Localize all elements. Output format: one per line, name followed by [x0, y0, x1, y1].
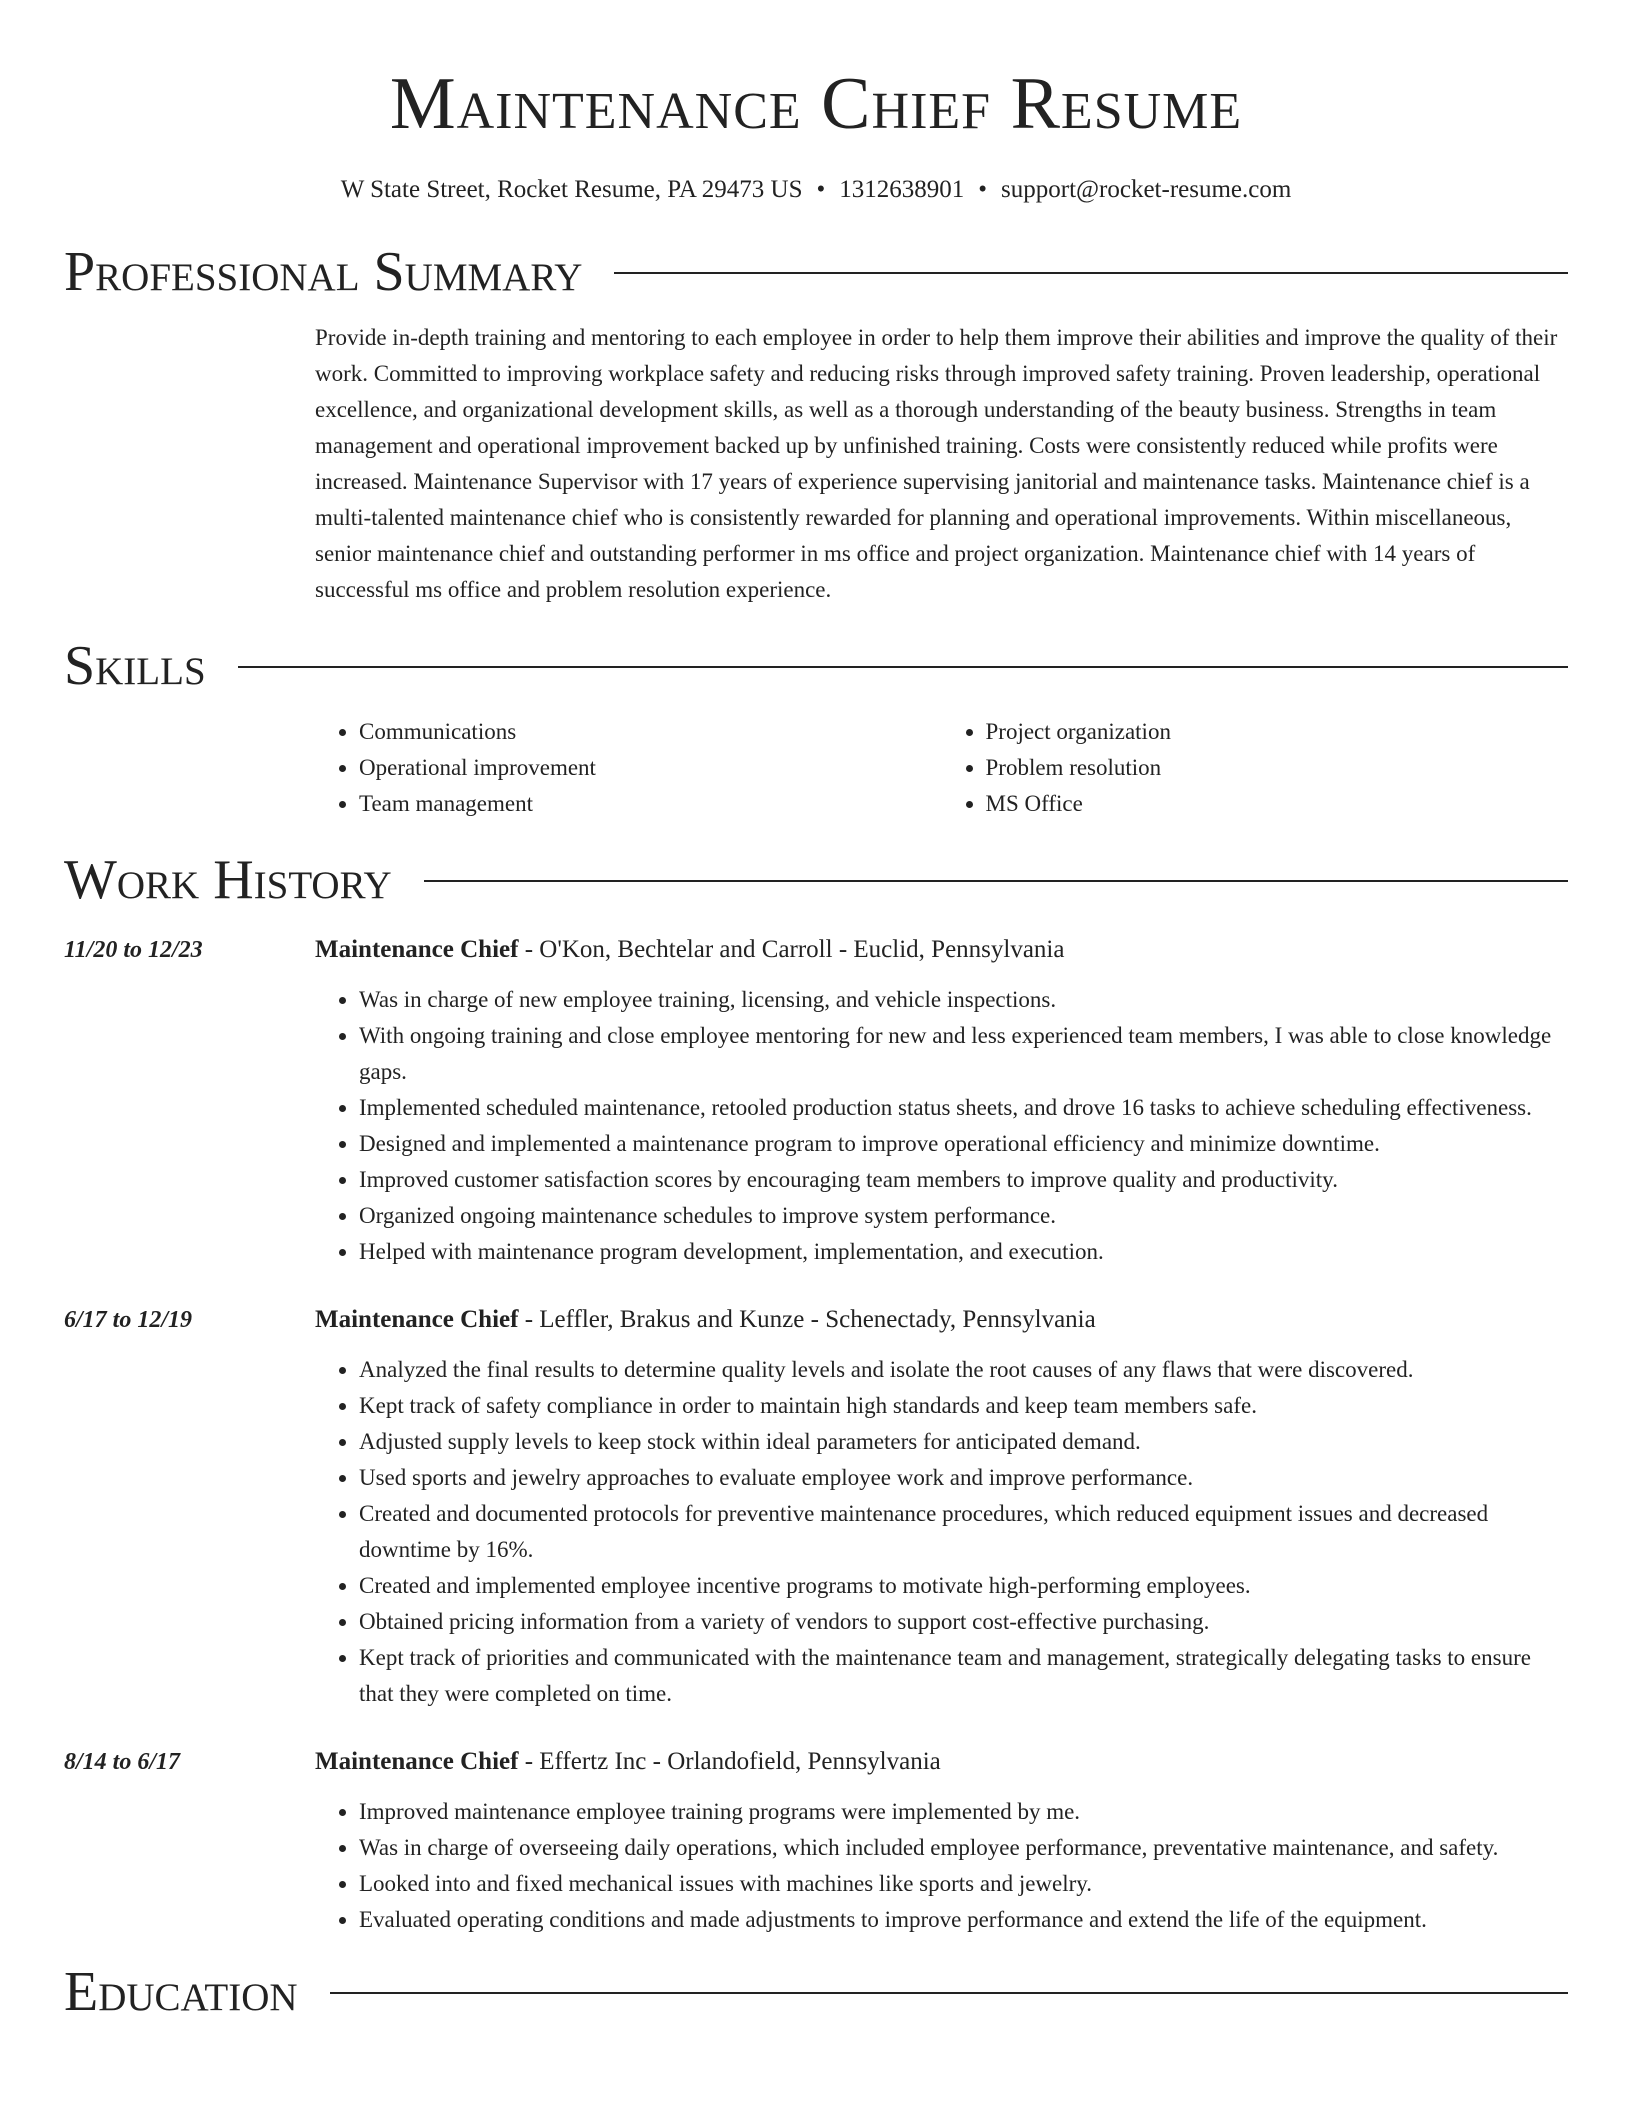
job-employer: - Leffler, Brakus and Kunze - Schenectady, Pennsylvania [518, 1306, 1096, 1333]
job-dates: 8/14 to 6/17 [64, 1749, 181, 1775]
job-entry [64, 1744, 1568, 1938]
job-role: Maintenance Chief [315, 1306, 519, 1333]
summary-heading: Professional Summary [64, 241, 583, 303]
job-bullet: • Kept track of priorities and communicated with the maintenance team and management, strategically delegating tasks to ensure that they were completed on time. [359, 1640, 1568, 1712]
job-title-line [315, 1302, 1568, 1338]
job-bullet: • Improved maintenance employee training programs were implemented by me. [359, 1794, 1568, 1830]
job-body [315, 932, 1568, 1270]
job-bullet: • Obtained pricing information from a variety of vendors to support cost-effective purchasing. [359, 1604, 1568, 1640]
job-bullet: • Implemented scheduled maintenance, retooled production status sheets, and drove 16 tasks to achieve scheduling effectiveness. [359, 1090, 1568, 1126]
contact-line [64, 174, 1568, 206]
job-entry [64, 932, 1568, 1270]
contact-email: support@rocket-resume.com [1001, 176, 1292, 203]
job-bullets [315, 1352, 1568, 1712]
work-heading: Work History [64, 849, 392, 911]
education-section-header [64, 1958, 1568, 2026]
job-bullet: • Created and implemented employee incentive programs to motivate high-performing employees. [359, 1568, 1568, 1604]
section-divider [330, 1992, 1568, 1994]
job-bullet: • Kept track of safety compliance in order to maintain high standards and keep team members safe. [359, 1388, 1568, 1424]
contact-separator: • [978, 176, 988, 203]
job-bullet: • Improved customer satisfaction scores by encouraging team members to improve quality and productivity. [359, 1162, 1568, 1198]
section-divider [614, 272, 1568, 274]
skill-item: • Project organization [986, 714, 1569, 750]
skills-column-right [942, 714, 1569, 822]
resume-title: Maintenance Chief Resume [389, 63, 1243, 145]
summary-section-header [64, 238, 1568, 306]
job-bullets [315, 1794, 1568, 1938]
job-bullet: • Was in charge of new employee training, licensing, and vehicle inspections. [359, 982, 1568, 1018]
job-body [315, 1744, 1568, 1938]
job-bullet: • Organized ongoing maintenance schedules to improve system performance. [359, 1198, 1568, 1234]
job-title-line [315, 1744, 1568, 1780]
job-dates: 6/17 to 12/19 [64, 1307, 193, 1333]
job-title-line [315, 932, 1568, 968]
skills-section-header [64, 632, 1568, 700]
skill-item: • MS Office [986, 786, 1569, 822]
summary-text: Provide in-depth training and mentoring to each employee in order to help them improve their abilities and improve the quality of their work. Committed to improving workplace safety and reducing risks through improved safety training. Proven leadership, operational excellence, and organizational development skills, as well as a thorough understanding of the beauty business. Strengths in team management and operational improvement backed up by unfinished training. Costs were consistently reduced while profits were increased. Maintenance Supervisor with 17 years of experience supervising janitorial and maintenance tasks. Maintenance chief is a multi-talented maintenance chief who is consistently rewarded for planning and operational improvements. Within miscellaneous, senior maintenance chief and outstanding performer in ms office and project organization. Maintenance chief with 14 years of successful ms office and problem resolution experience. [315, 325, 1558, 602]
skill-item: • Communications [359, 714, 942, 750]
job-bullet: • Used sports and jewelry approaches to evaluate employee work and improve performance. [359, 1460, 1568, 1496]
skills-list [315, 714, 1568, 822]
contact-address: W State Street, Rocket Resume, PA 29473 US [340, 176, 803, 203]
job-dates: 11/20 to 12/23 [64, 937, 203, 963]
job-bullet: • Analyzed the final results to determine quality levels and isolate the root causes of any flaws that were discovered. [359, 1352, 1568, 1388]
job-role: Maintenance Chief [315, 1748, 519, 1775]
skills-heading: Skills [64, 635, 206, 697]
job-bullets [315, 982, 1568, 1270]
job-bullet: • Adjusted supply levels to keep stock within ideal parameters for anticipated demand. [359, 1424, 1568, 1460]
job-bullet: • Designed and implemented a maintenance program to improve operational efficiency and minimize downtime. [359, 1126, 1568, 1162]
job-employer: - Effertz Inc - Orlandofield, Pennsylvania [518, 1748, 941, 1775]
job-entry [64, 1302, 1568, 1712]
job-bullet: • Created and documented protocols for preventive maintenance procedures, which reduced equipment issues and decreased downtime by 16%. [359, 1496, 1568, 1568]
skills-column-left [315, 714, 942, 822]
job-bullet: • Helped with maintenance program development, implementation, and execution. [359, 1234, 1568, 1270]
contact-separator: • [816, 176, 826, 203]
job-bullet: • Looked into and fixed mechanical issues with machines like sports and jewelry. [359, 1866, 1568, 1902]
section-divider [424, 880, 1568, 882]
skill-item: • Operational improvement [359, 750, 942, 786]
job-body [315, 1302, 1568, 1712]
skill-item: • Problem resolution [986, 750, 1569, 786]
job-bullet: • Evaluated operating conditions and made adjustments to improve performance and extend the life of the equipment. [359, 1902, 1568, 1938]
job-role: Maintenance Chief [315, 936, 519, 963]
skill-item: • Team management [359, 786, 942, 822]
work-section-header [64, 846, 1568, 914]
education-heading: Education [64, 1961, 298, 2023]
job-bullet: • With ongoing training and close employee mentoring for new and less experienced team members, I was able to close knowledge gaps. [359, 1018, 1568, 1090]
section-divider [238, 666, 1568, 668]
contact-phone: 1312638901 [839, 176, 965, 203]
job-employer: - O'Kon, Bechtelar and Carroll - Euclid, Pennsylvania [518, 936, 1065, 963]
job-bullet: • Was in charge of overseeing daily operations, which included employee performance, preventative maintenance, and safety. [359, 1830, 1568, 1866]
resume-page [64, 0, 1568, 2026]
